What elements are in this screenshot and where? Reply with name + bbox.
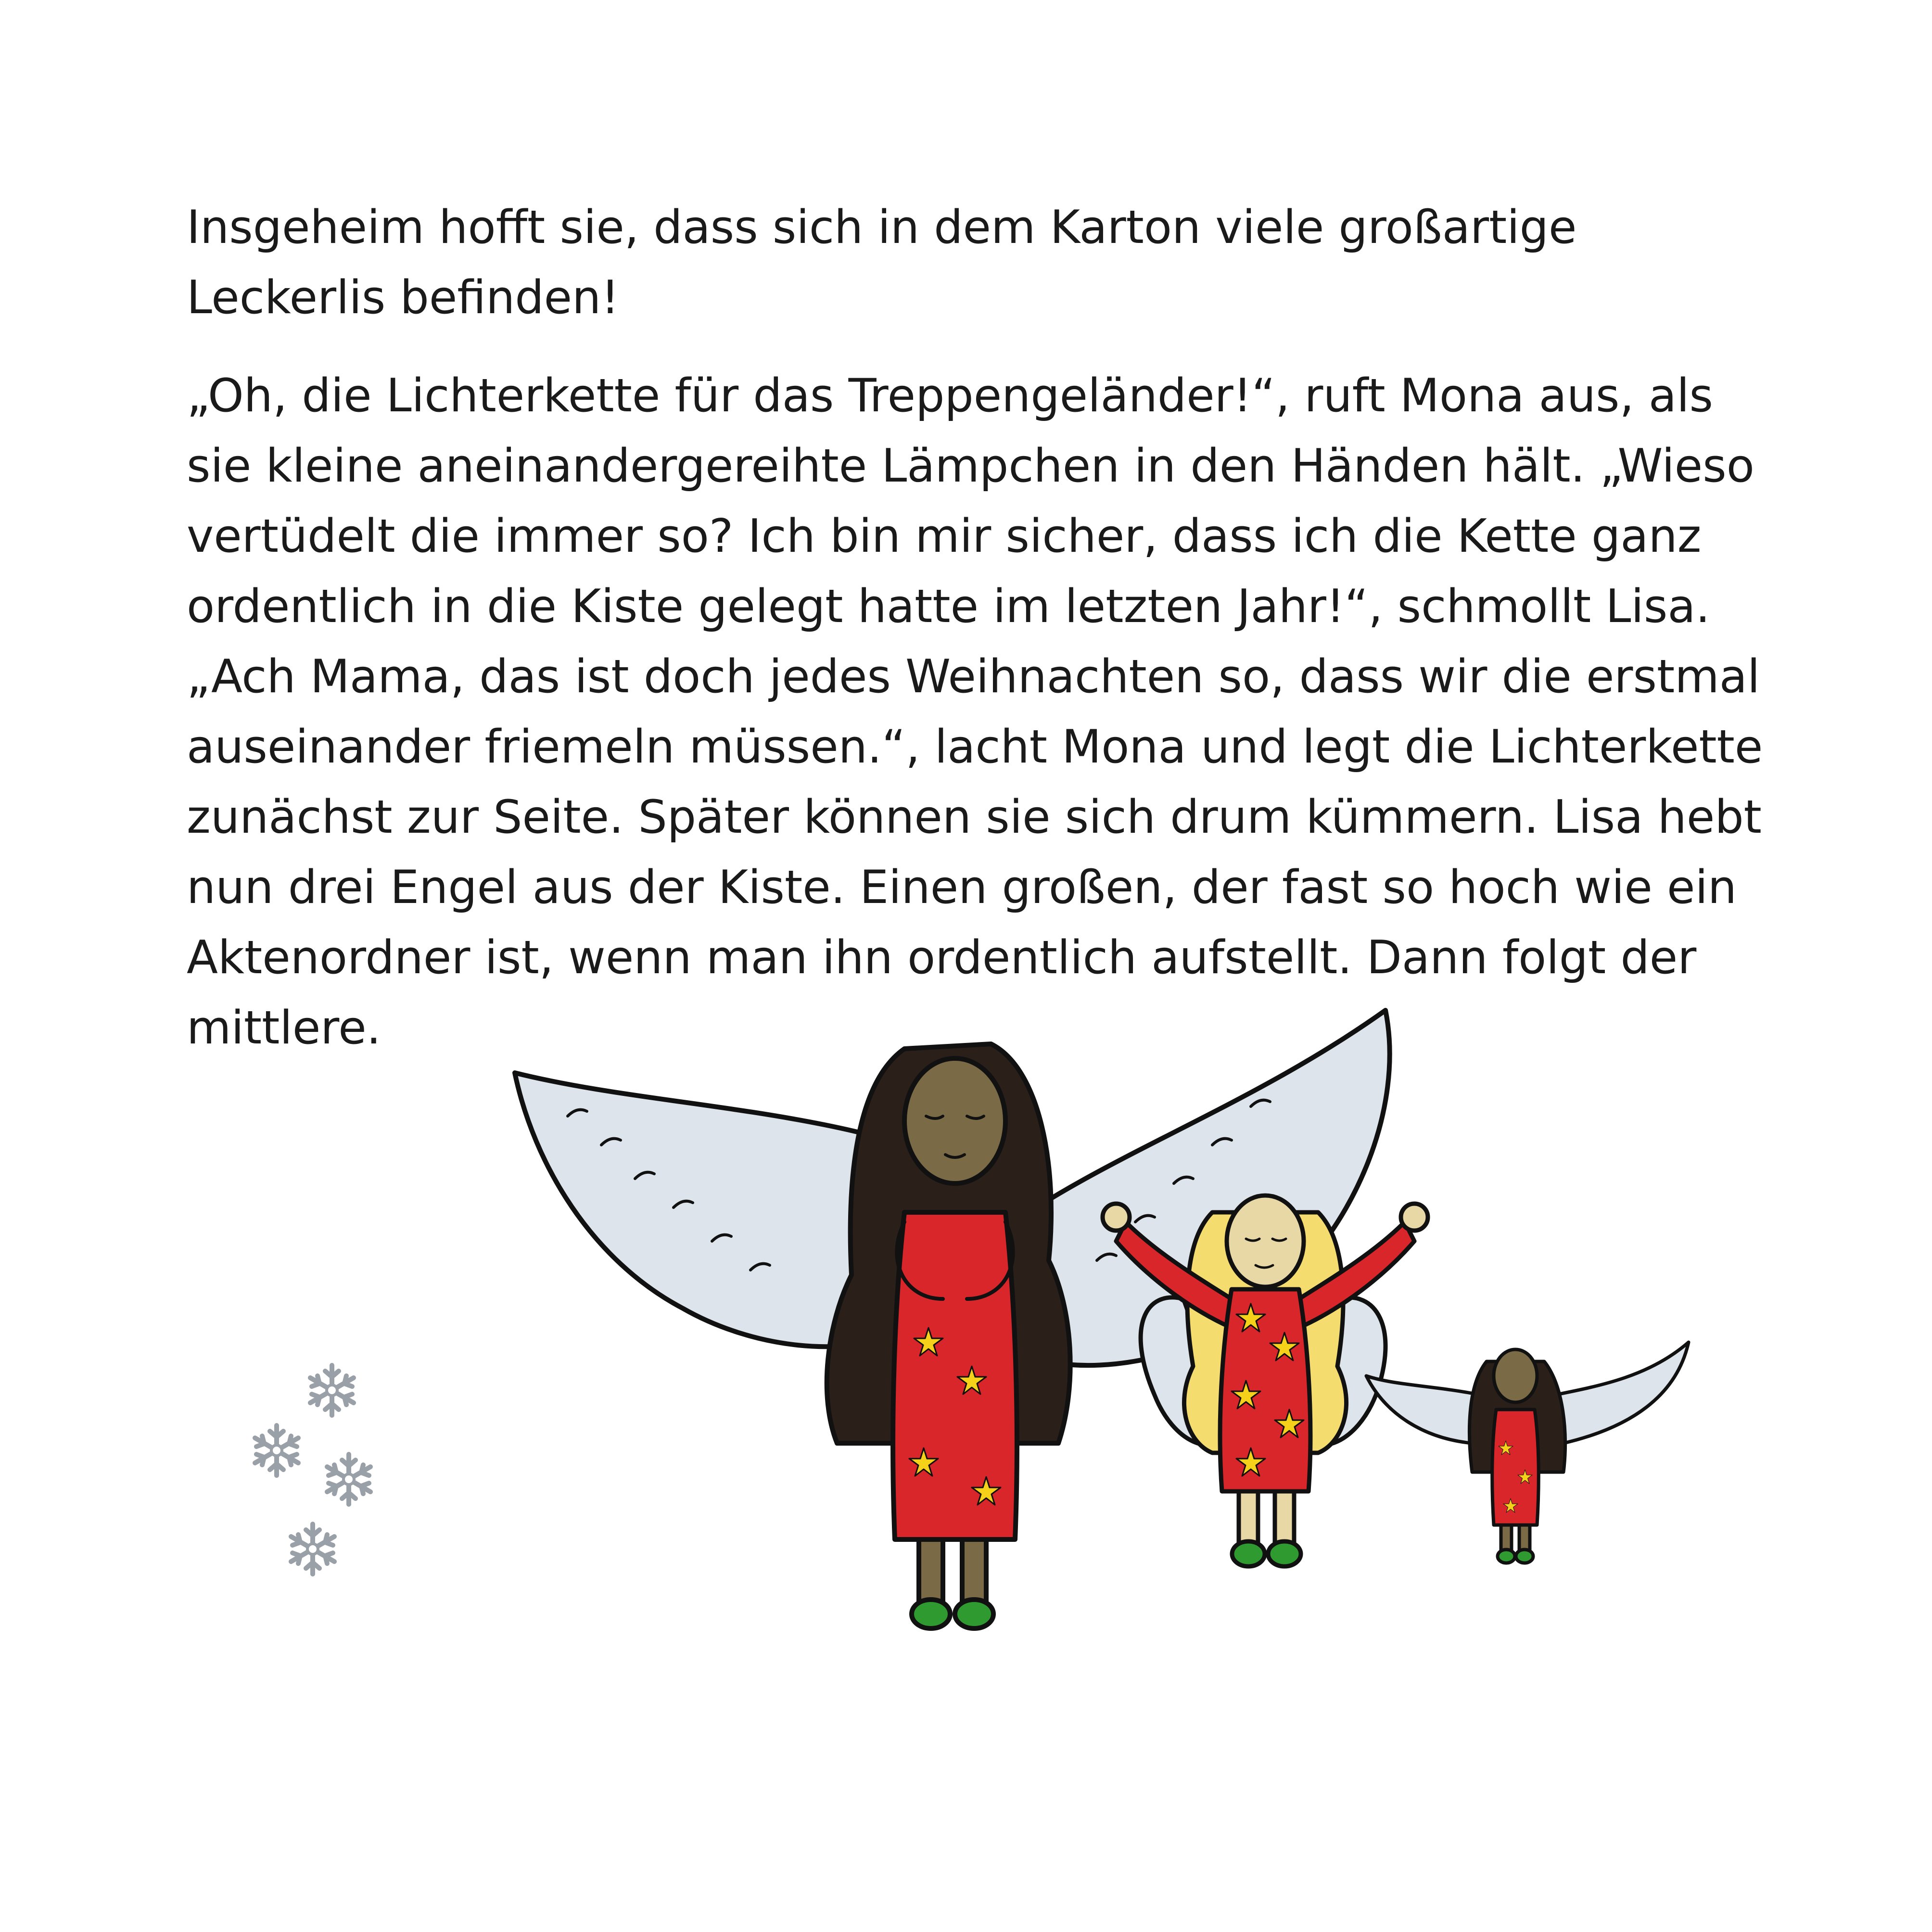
paragraph-2: „Oh, die Lichterkette für das Treppengeländer!“, ruft Mona aus, als sie kleine aneinandergereihte Lämpchen in den Händen hält. „Wieso vertüdelt die immer so? Ich bin mir sicher, dass ich die Kette ganz ordentlich in die Kiste gelegt hatte im letzten Jahr!“, schmollt Lisa. „Ach Mama, das ist doch jedes Weihnachten so, dass wir die erstmal auseinander friemeln müssen.“, lacht Mona und legt die Lichterkette zunächst zur Seite. Später können sie sich drum kümmern. Lisa hebt nun drei Engel aus der Kiste. Einen großen, der fast so hoch wie ein Aktenordner ist, wenn man ihn ordentlich aufstellt. Dann folgt der mittlere. [187,369,1763,1055]
shoe [1232,1541,1265,1566]
shoe [1516,1550,1533,1563]
dress [893,1212,1017,1539]
snowflake-icon [310,1365,354,1415]
dress [1492,1410,1539,1525]
angel-small [1366,1342,1689,1563]
wing [1554,1342,1689,1443]
snowflake-group [255,1365,370,1574]
shoe [1268,1541,1301,1566]
shoe [1498,1550,1515,1563]
dress [1220,1289,1310,1491]
wing [1366,1376,1482,1443]
snowflake-icon [291,1524,334,1574]
paragraph-1: Insgeheim hofft sie, dass sich in dem Karton viele großartige Leckerlis befinden! [187,201,1577,324]
shoe [912,1600,950,1628]
snowflake-icon [255,1425,298,1475]
shoe [955,1600,993,1628]
snowflake-icon [327,1454,370,1504]
